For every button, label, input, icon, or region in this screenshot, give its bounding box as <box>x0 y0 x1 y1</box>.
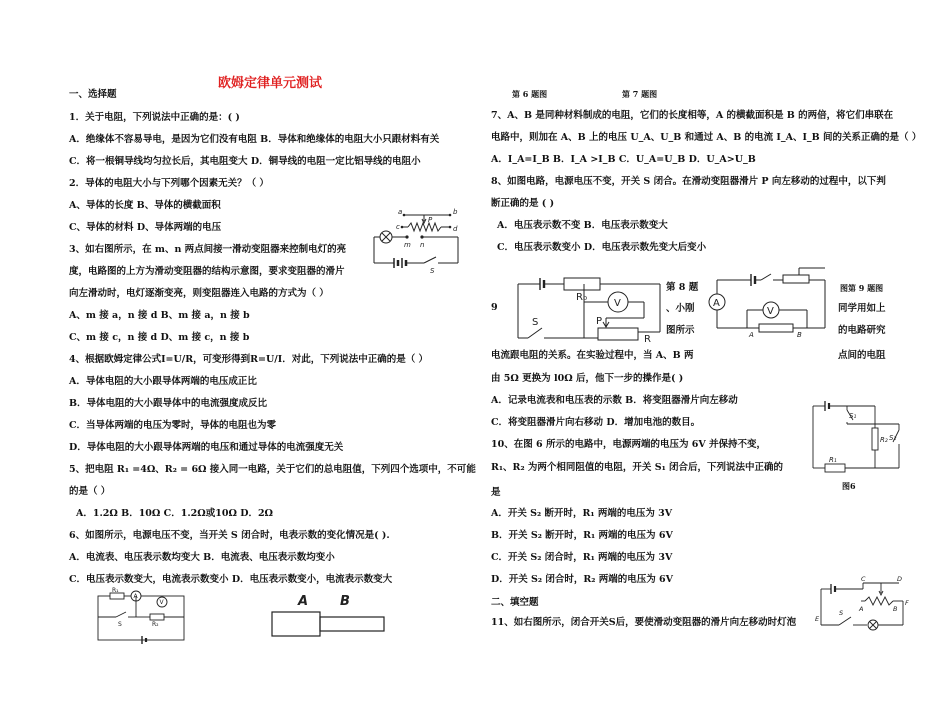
fig6-caption: 图6 <box>842 481 856 491</box>
q6-label-r2: R₂ <box>152 621 159 628</box>
q3-stem-line3: 向左滑动时，电灯逐渐变亮，则变阻器连入电路的方式为（ ） <box>69 288 329 299</box>
q10-label-r2: R₂ <box>880 436 888 444</box>
q11-label-b: B <box>893 605 898 613</box>
q9-circuit-figure <box>707 266 832 338</box>
q7-label-a: A <box>298 594 309 609</box>
q3-label-n: n <box>420 241 425 249</box>
q10-label-s1: S₁ <box>849 412 857 420</box>
q9-stem-line2: 由 5Ω 更换为 l0Ω 后，他下一步的操作是( ) <box>491 373 684 384</box>
q8-label-s: S <box>532 317 539 328</box>
q7-label-b: B <box>340 594 350 609</box>
q9-options-ab: A．记录电流表和电压表的示数 B．将变阻器滑片向左移动 <box>491 395 738 406</box>
q11-label-a: A <box>859 605 864 613</box>
q9-stem-line1: 电流跟电阻的关系。在实验过程中，当 A、B 两 <box>491 350 694 361</box>
q8-label-v: V <box>614 298 621 309</box>
q10-option-c: C．开关 S₂ 闭合时，R₁ 两端的电压为 3V <box>491 552 673 563</box>
q2-options-cd: C、导体的材料 D、导体两端的电压 <box>69 222 222 233</box>
fig9-label: 图第 9 题图 <box>840 283 884 293</box>
fig6-caption-top: 第 6 题图 <box>512 89 548 99</box>
q3-label-b: b <box>453 208 458 216</box>
q9-label-point-a: A <box>749 331 754 339</box>
q6-label-v: V <box>159 599 164 606</box>
page-title: 欧姆定律单元测试 <box>218 76 323 91</box>
fig8-text1: 、小刚 <box>666 303 695 314</box>
q4-option-a: A．导体电阻的大小跟导体两端的电压成正比 <box>69 376 257 387</box>
q3-label-d: d <box>453 225 458 233</box>
q4-stem: 4、根据欧姆定律公式I=U/R，可变形得到R=U/I．对此，下列说法中正确的是（ ） <box>69 354 429 365</box>
q4-option-b: B．导体电阻的大小跟导体中的电流强度成反比 <box>69 398 268 409</box>
fig7-caption-top: 第 7 题图 <box>622 89 658 99</box>
q10-stem-line1: 10、在图 6 所示的电路中，电源两端的电压为 6V 并保持不变， <box>491 439 767 450</box>
q7-stem-line2: 电路中，则加在 A、B 上的电压 U_A、U_B 和通过 A、B 的电流 I_A、I_B 间的关系正确的是（ ） <box>491 132 922 143</box>
fig9-text2: 的电路研究 <box>838 325 886 336</box>
fig8-label: 第 8 题 <box>666 282 699 293</box>
q11-circuit-figure <box>815 575 910 633</box>
q10-option-a: A．开关 S₂ 断开时，R₁ 两端的电压为 3V <box>491 508 673 519</box>
q11-label-d: D <box>897 575 903 583</box>
q7-options: A．I_A=I_B B．I_A >I_B C．U_A=U_B D．U_A>U_B <box>491 154 756 165</box>
q9-label-voltmeter: V <box>767 306 774 317</box>
q3-label-s: S <box>430 267 435 275</box>
q3-label-a: a <box>398 208 403 216</box>
q9-label-ammeter: A <box>713 298 720 309</box>
q2-options-ab: A、导体的长度 B、导体的横截面积 <box>69 200 221 211</box>
q8-label-r0: R₀ <box>576 292 587 303</box>
q8-label-p: P <box>596 316 603 327</box>
fig8-text2: 图所示 <box>666 325 695 336</box>
q10-stem-line2: R₁、R₂ 为两个相同阻值的电阻，开关 S₁ 闭合后，下列说法中正确的 <box>491 462 784 473</box>
q10-label-s2: S₂ <box>889 434 897 442</box>
q3-stem-line1: 3、如右图所示，在 m、n 两点间接一滑动变阻器来控制电灯的亮 <box>69 244 347 255</box>
q6-label-a: A <box>133 593 138 600</box>
q3-stem-line2: 度，电路图的上方为滑动变阻器的结构示意图，要求变阻器的滑片 <box>69 266 345 277</box>
q10-option-d: D．开关 S₂ 闭合时，R₂ 两端的电压为 6V <box>491 574 674 585</box>
fig9-text1: 同学用如上 <box>838 303 886 314</box>
q7-stem-line1: 7、A、B 是同种材料制成的电阻，它们的长度相等，A 的横截面积是 B 的两倍，将它们串联在 <box>491 110 894 121</box>
q6-label-s: S <box>118 621 122 628</box>
q10-option-b: B．开关 S₂ 断开时，R₁ 两端的电压为 6V <box>491 530 673 541</box>
q9-options-cd: C．将变阻器滑片向右移动 D．增加电池的数目。 <box>491 417 701 428</box>
q5-stem-line2: 的是（ ） <box>69 486 111 497</box>
q6-circuit-figure <box>96 587 188 646</box>
section-heading-fill: 二、填空题 <box>491 597 539 608</box>
section-heading-choice: 一、选择题 <box>69 89 117 100</box>
q2-stem: 2．导体的电阻大小与下列哪个因素无关？（ ） <box>69 178 269 189</box>
q6-options-ab: A．电流表、电压表示数均变大 B．电流表、电压表示数均变小 <box>69 552 335 563</box>
q5-options: A．1.2Ω B．10Ω C．1.2Ω或10Ω D．2Ω <box>76 508 274 519</box>
q9-number: 9 <box>491 302 498 313</box>
q10-label-r1: R₁ <box>829 456 837 464</box>
q8-circuit-figure <box>514 272 664 344</box>
q4-option-d: D．导体电阻的大小跟导体两端的电压和通过导体的电流强度无关 <box>69 442 344 453</box>
q1-options-cd: C．将一根铜导线均匀拉长后，其电阻变大 D．铜导线的电阻一定比铝导线的电阻小 <box>69 156 421 167</box>
q11-stem: 11、如右图所示，闭合开关S后，要使滑动变阻器的滑片向左移动时灯泡 <box>491 617 797 628</box>
q11-label-c: C <box>861 575 866 583</box>
q8-stem-line1: 8、如图电路，电源电压不变，开关 S 闭合。在滑动变阻器滑片 P 向左移动的过程中，以下判 <box>491 176 886 187</box>
q3-options-ab: A、m 接 a，n 接 d B、m 接 a，n 接 b <box>69 310 250 321</box>
q3-label-m: m <box>404 241 411 249</box>
q8-options-ab: A．电压表示数不变 B．电压表示数变大 <box>497 220 668 231</box>
q11-label-e: E <box>815 615 820 623</box>
q8-options-cd: C．电压表示数变小 D．电压表示数先变大后变小 <box>497 242 707 253</box>
q11-label-f: F <box>905 599 909 607</box>
q10-stem-line3: 是 <box>491 487 501 498</box>
q3-circuit-figure <box>372 205 462 275</box>
fig9-text3: 点间的电阻 <box>838 350 886 361</box>
q9-label-point-b: B <box>797 331 802 339</box>
q4-option-c: C．当导体两端的电压为零时，导体的电阻也为零 <box>69 420 277 431</box>
q8-label-r: R <box>644 334 651 345</box>
q10-circuit-figure <box>805 398 905 476</box>
q3-options-cd: C、m 接 c，n 接 d D、m 接 c，n 接 b <box>69 332 250 343</box>
q6-stem: 6、如图所示，电源电压不变，当开关 S 闭合时，电表示数的变化情况是( ). <box>69 530 390 541</box>
q6-options-cd: C．电压表示数变大，电流表示数变小 D．电压表示数变小，电流表示数变大 <box>69 574 393 585</box>
q1-stem: 1．关于电阻，下列说法中正确的是：( ) <box>69 112 240 123</box>
q11-label-s: S <box>839 609 844 617</box>
q1-options-ab: A．绝缘体不容易导电，是因为它们没有电阻 B．导体和绝缘体的电阻大小只跟材料有关 <box>69 134 440 145</box>
q8-stem-line2: 断正确的是 ( ) <box>491 198 555 209</box>
q6-label-r1: R₁ <box>112 587 119 594</box>
q3-label-p: P <box>428 216 433 224</box>
q7-conductor-figure <box>268 590 390 640</box>
q5-stem-line1: 5、把电阻 R₁ =4Ω、R₂ = 6Ω 接入同一电路，关于它们的总电阻值，下列四个选项中，不可能 <box>69 464 476 475</box>
q3-label-c: c <box>396 223 400 231</box>
